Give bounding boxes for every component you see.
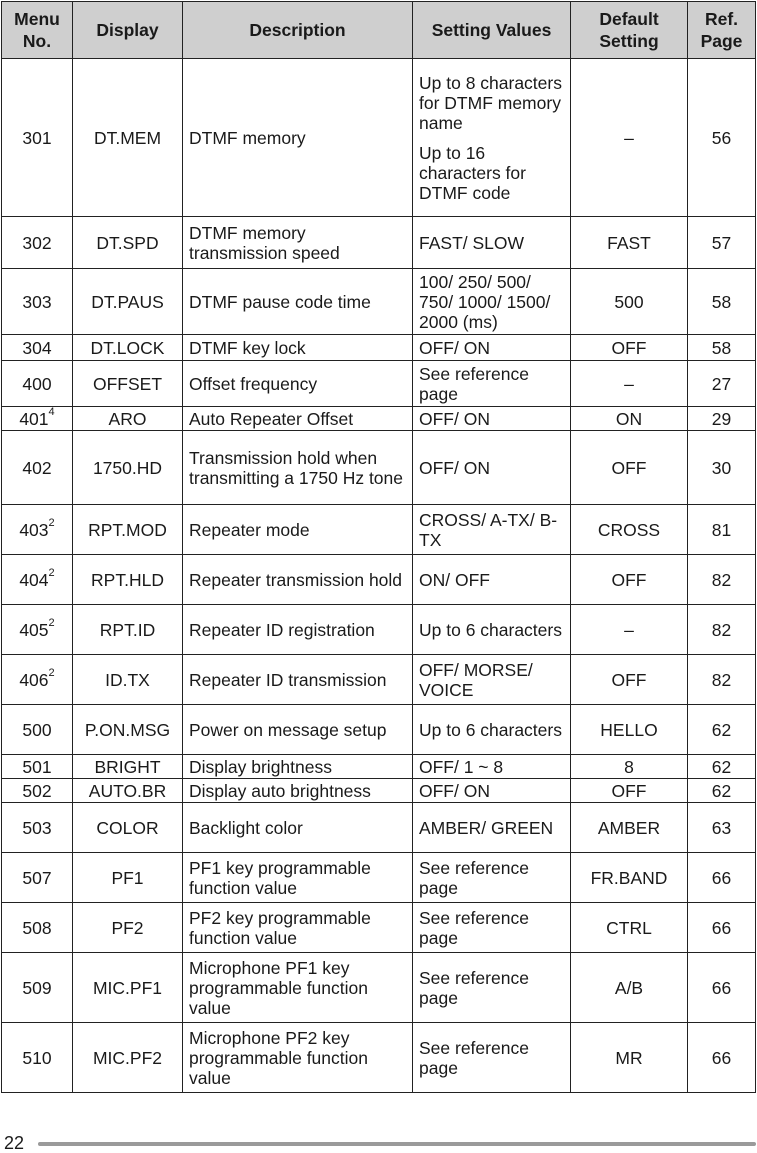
description-cell: Repeater transmission hold	[183, 555, 413, 605]
default-setting-cell: AMBER	[571, 803, 688, 853]
ref-page-cell: 27	[688, 361, 756, 407]
display-cell: PF2	[73, 903, 183, 953]
setting-values-cell	[413, 335, 571, 361]
default-setting-cell: –	[571, 605, 688, 655]
display-cell: DT.MEM	[73, 59, 183, 217]
menu-no-cell	[2, 335, 73, 361]
setting-values-text: See reference page	[419, 1037, 529, 1078]
description-cell: PF2 key programmable function value	[183, 903, 413, 953]
description-cell: Repeater ID registration	[183, 605, 413, 655]
setting-values-cell	[413, 217, 571, 269]
setting-values-cell	[413, 407, 571, 431]
description-cell: Transmission hold when transmitting a 1750 Hz tone	[183, 431, 413, 505]
setting-values-cell	[413, 853, 571, 903]
display-cell: ARO	[73, 407, 183, 431]
setting-values-text: FAST/ SLOW	[419, 232, 525, 253]
display-cell: RPT.MOD	[73, 505, 183, 555]
setting-values-cell	[413, 953, 571, 1023]
description-cell: DTMF key lock	[183, 335, 413, 361]
footnote-marker: 2	[48, 516, 55, 529]
setting-values-text: OFF/ ON	[419, 457, 490, 478]
description-cell: DTMF memory	[183, 59, 413, 217]
menu-no-cell	[2, 705, 73, 755]
menu-no-cell	[2, 361, 73, 407]
description-cell: Power on message setup	[183, 705, 413, 755]
default-setting-cell: –	[571, 361, 688, 407]
default-setting-cell: OFF	[571, 655, 688, 705]
menu-no-cell	[2, 755, 73, 779]
menu-no: 301	[22, 127, 52, 148]
table-row	[2, 269, 756, 335]
menu-no-cell	[2, 803, 73, 853]
default-setting-cell: OFF	[571, 779, 688, 803]
default-setting-cell: FAST	[571, 217, 688, 269]
ref-page-cell: 29	[688, 407, 756, 431]
menu-no: 507	[22, 867, 52, 888]
page-number: 22	[4, 1133, 25, 1153]
description-cell: Microphone PF1 key programmable function value	[183, 953, 413, 1023]
ref-page-cell: 82	[688, 605, 756, 655]
menu-no: 501	[22, 756, 52, 777]
ref-page-cell: 57	[688, 217, 756, 269]
default-setting-cell: 8	[571, 755, 688, 779]
setting-values-text: OFF/ ON	[419, 780, 490, 801]
footnote-marker: 4	[48, 405, 55, 418]
menu-no-cell	[2, 407, 73, 431]
default-setting-cell: A/B	[571, 953, 688, 1023]
display-cell: RPT.HLD	[73, 555, 183, 605]
menu-no: 500	[22, 719, 52, 740]
menu-no: 502	[22, 780, 52, 801]
menu-no: 401	[19, 408, 49, 429]
setting-values-cell	[413, 779, 571, 803]
setting-values-text: 100/ 250/ 500/ 750/ 1000/ 1500/ 2000 (ms)	[419, 271, 551, 332]
setting-values-text: OFF/ ON	[419, 337, 490, 358]
description-cell: Display auto brightness	[183, 779, 413, 803]
ref-page-cell: 58	[688, 269, 756, 335]
table-body	[2, 59, 756, 1093]
setting-values-cell	[413, 555, 571, 605]
setting-values-cell	[413, 705, 571, 755]
table-row	[2, 853, 756, 903]
description-cell: Repeater mode	[183, 505, 413, 555]
menu-no-cell	[2, 59, 73, 217]
ref-page-cell: 81	[688, 505, 756, 555]
default-setting-cell: OFF	[571, 555, 688, 605]
description-cell: Offset frequency	[183, 361, 413, 407]
table-row	[2, 555, 756, 605]
menu-no: 510	[22, 1047, 52, 1068]
default-setting-cell: OFF	[571, 335, 688, 361]
display-cell: DT.SPD	[73, 217, 183, 269]
table-row	[2, 903, 756, 953]
menu-no-cell	[2, 431, 73, 505]
default-setting-cell: ON	[571, 407, 688, 431]
display-cell: P.ON.MSG	[73, 705, 183, 755]
display-cell: AUTO.BR	[73, 779, 183, 803]
menu-no: 403	[19, 519, 49, 540]
display-cell: RPT.ID	[73, 605, 183, 655]
table-row	[2, 335, 756, 361]
setting-values-cell	[413, 903, 571, 953]
description-cell: DTMF pause code time	[183, 269, 413, 335]
setting-values-text: Up to 8 characters for DTMF memory name	[419, 72, 562, 133]
header-display: Display	[73, 2, 183, 59]
header-ref-page: Ref. Page	[688, 2, 756, 59]
display-cell: ID.TX	[73, 655, 183, 705]
menu-no-cell	[2, 217, 73, 269]
footer-rule	[38, 1142, 756, 1146]
table-row	[2, 407, 756, 431]
setting-values-text-extra: Up to 16 characters for DTMF code	[419, 142, 526, 203]
display-cell: COLOR	[73, 803, 183, 853]
menu-no: 406	[19, 669, 49, 690]
display-cell: DT.LOCK	[73, 335, 183, 361]
default-setting-cell: CROSS	[571, 505, 688, 555]
setting-values-cell	[413, 59, 571, 217]
menu-no: 405	[19, 619, 49, 640]
table-row	[2, 605, 756, 655]
table-row	[2, 705, 756, 755]
description-cell: Microphone PF2 key programmable function value	[183, 1023, 413, 1093]
header-default-setting: Default Setting	[571, 2, 688, 59]
ref-page-cell: 62	[688, 779, 756, 803]
setting-values-text: AMBER/ GREEN	[419, 817, 554, 838]
description-cell: Display brightness	[183, 755, 413, 779]
setting-values-text: CROSS/ A-TX/ B-TX	[419, 509, 558, 550]
menu-no: 503	[22, 817, 52, 838]
setting-values-text: ON/ OFF	[419, 569, 490, 590]
setting-values-text: Up to 6 characters	[419, 719, 562, 740]
default-setting-cell: HELLO	[571, 705, 688, 755]
menu-no: 402	[22, 457, 52, 478]
ref-page-cell: 66	[688, 953, 756, 1023]
ref-page-cell: 58	[688, 335, 756, 361]
table-row	[2, 755, 756, 779]
menu-no-cell	[2, 555, 73, 605]
ref-page-cell: 82	[688, 655, 756, 705]
description-cell: Repeater ID transmission	[183, 655, 413, 705]
footnote-marker: 2	[48, 616, 55, 629]
setting-values-cell	[413, 605, 571, 655]
footnote-marker: 2	[48, 666, 55, 679]
table-row	[2, 505, 756, 555]
menu-no-cell	[2, 903, 73, 953]
menu-no-cell	[2, 779, 73, 803]
table-header-row	[2, 2, 756, 59]
ref-page-cell: 82	[688, 555, 756, 605]
table-row	[2, 779, 756, 803]
description-cell: Backlight color	[183, 803, 413, 853]
display-cell: BRIGHT	[73, 755, 183, 779]
ref-page-cell: 66	[688, 853, 756, 903]
ref-page-cell: 30	[688, 431, 756, 505]
description-cell: Auto Repeater Offset	[183, 407, 413, 431]
setting-values-cell	[413, 505, 571, 555]
setting-values-text: See reference page	[419, 363, 529, 404]
header-setting-values: Setting Values	[413, 2, 571, 59]
page-footer	[0, 1133, 757, 1153]
display-cell: 1750.HD	[73, 431, 183, 505]
table-row	[2, 431, 756, 505]
menu-no: 404	[19, 569, 49, 590]
default-setting-cell: 500	[571, 269, 688, 335]
menu-no-cell	[2, 605, 73, 655]
ref-page-cell: 62	[688, 755, 756, 779]
ref-page-cell: 66	[688, 1023, 756, 1093]
display-cell: OFFSET	[73, 361, 183, 407]
ref-page-cell: 66	[688, 903, 756, 953]
table-row	[2, 1023, 756, 1093]
menu-no-cell	[2, 1023, 73, 1093]
header-menu-no: Menu No.	[2, 2, 73, 59]
display-cell: MIC.PF2	[73, 1023, 183, 1093]
footnote-marker: 2	[48, 566, 55, 579]
menu-no: 400	[22, 373, 52, 394]
default-setting-cell: CTRL	[571, 903, 688, 953]
table-row	[2, 361, 756, 407]
menu-no-cell	[2, 953, 73, 1023]
menu-no-cell	[2, 505, 73, 555]
menu-no: 509	[22, 977, 52, 998]
header-description: Description	[183, 2, 413, 59]
setting-values-cell	[413, 269, 571, 335]
table-row	[2, 953, 756, 1023]
table-row	[2, 655, 756, 705]
setting-values-text: See reference page	[419, 967, 529, 1008]
menu-no-cell	[2, 853, 73, 903]
table-row	[2, 217, 756, 269]
display-cell: PF1	[73, 853, 183, 903]
description-cell: PF1 key programmable function value	[183, 853, 413, 903]
ref-page-cell: 56	[688, 59, 756, 217]
setting-values-cell	[413, 803, 571, 853]
setting-values-cell	[413, 431, 571, 505]
default-setting-cell: OFF	[571, 431, 688, 505]
ref-page-cell: 62	[688, 705, 756, 755]
setting-values-text: See reference page	[419, 907, 529, 948]
setting-values-cell	[413, 655, 571, 705]
display-cell: DT.PAUS	[73, 269, 183, 335]
menu-no-cell	[2, 269, 73, 335]
setting-values-cell	[413, 361, 571, 407]
ref-page-cell: 63	[688, 803, 756, 853]
default-setting-cell: –	[571, 59, 688, 217]
menu-settings-table	[1, 1, 756, 1093]
description-cell: DTMF memory transmission speed	[183, 217, 413, 269]
setting-values-cell	[413, 1023, 571, 1093]
display-cell: MIC.PF1	[73, 953, 183, 1023]
setting-values-text: OFF/ 1 ~ 8	[419, 756, 504, 777]
table-row	[2, 59, 756, 217]
default-setting-cell: MR	[571, 1023, 688, 1093]
menu-no: 508	[22, 917, 52, 938]
menu-no-cell	[2, 655, 73, 705]
menu-no: 303	[22, 291, 52, 312]
menu-no: 302	[22, 232, 52, 253]
setting-values-cell	[413, 755, 571, 779]
setting-values-text: OFF/ MORSE/ VOICE	[419, 659, 533, 700]
menu-no: 304	[22, 337, 52, 358]
setting-values-text: OFF/ ON	[419, 408, 490, 429]
setting-values-text: See reference page	[419, 857, 529, 898]
setting-values-text: Up to 6 characters	[419, 619, 562, 640]
table-row	[2, 803, 756, 853]
default-setting-cell: FR.BAND	[571, 853, 688, 903]
